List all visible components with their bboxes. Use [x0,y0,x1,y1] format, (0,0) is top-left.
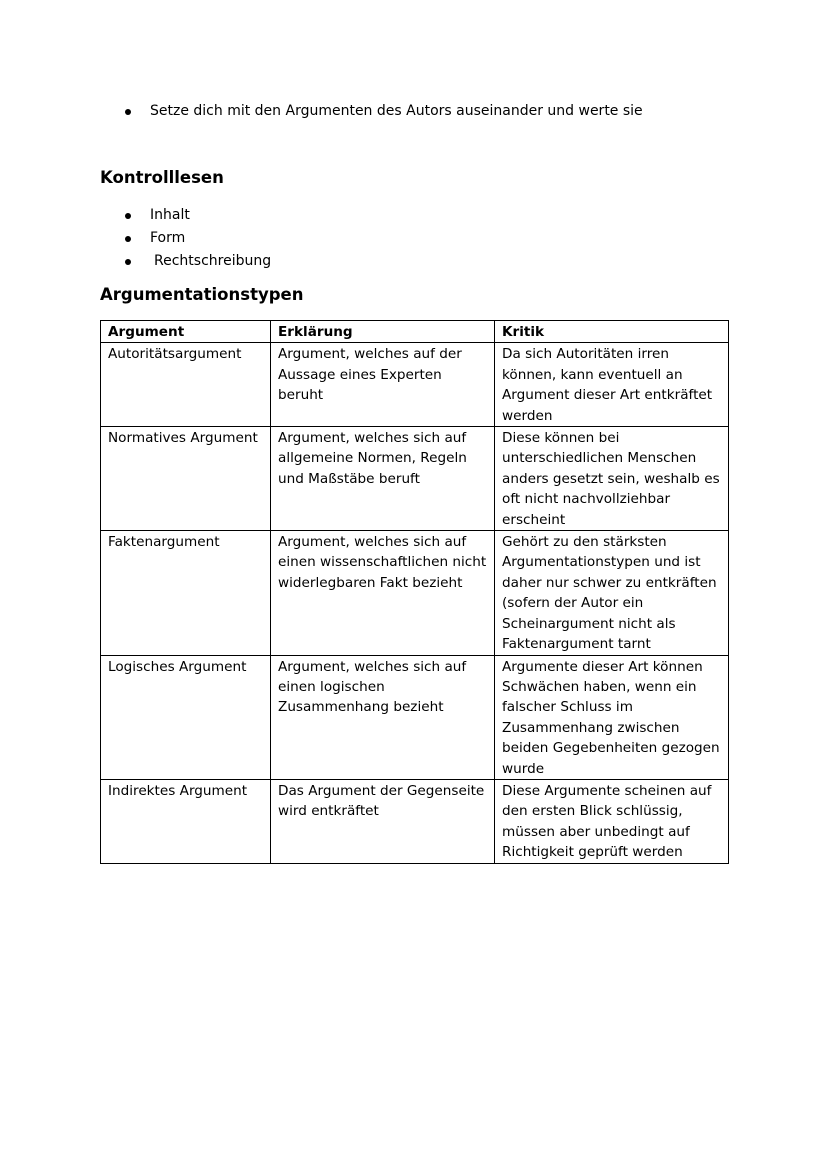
cell-kritik: Da sich Autoritäten irren können, kann eventuell an Argument dieser Art entkräftet werden [495,343,729,427]
bullet-icon [125,109,131,115]
cell-erklaerung: Argument, welches sich auf einen logischen Zusammenhang bezieht [271,655,495,779]
heading-kontrolllesen: Kontrolllesen [100,168,224,187]
cell-erklaerung: Argument, welches sich auf allgemeine Normen, Regeln und Maßstäbe beruft [271,427,495,531]
cell-argument: Faktenargument [101,531,271,655]
cell-erklaerung: Argument, welches sich auf einen wissenschaftlichen nicht widerlegbaren Fakt bezieht [271,531,495,655]
bullet-text: Rechtschreibung [154,253,272,269]
bullet-icon [125,236,131,242]
cell-erklaerung: Das Argument der Gegenseite wird entkräftet [271,779,495,863]
cell-argument: Autoritätsargument [101,343,271,427]
bullet-icon [125,213,131,219]
table-row [101,343,729,427]
bullet-text: Inhalt [150,207,190,223]
column-header-argument: Argument [101,321,271,343]
argument-table [100,320,729,864]
bullet-text: Form [150,230,186,246]
cell-erklaerung: Argument, welches auf der Aussage eines Experten beruht [271,343,495,427]
cell-argument: Indirektes Argument [101,779,271,863]
table-header-row [101,321,729,343]
column-header-erklaerung: Erklärung [271,321,495,343]
cell-kritik: Argumente dieser Art können Schwächen haben, wenn ein falscher Schluss im Zusammenhang zwischen beiden Gegebenheiten gezogen wurde [495,655,729,779]
table-row [101,427,729,531]
column-header-kritik: Kritik [495,321,729,343]
cell-argument: Normatives Argument [101,427,271,531]
cell-kritik: Gehört zu den stärksten Argumentationstypen und ist daher nur schwer zu entkräften (sofern der Autor ein Scheinargument nicht als Faktenargument tarnt [495,531,729,655]
table-row [101,779,729,863]
cell-kritik: Diese können bei unterschiedlichen Menschen anders gesetzt sein, weshalb es oft nicht nachvollziehbar erscheint [495,427,729,531]
bullet-text: Setze dich mit den Argumenten des Autors auseinander und werte sie [150,103,643,119]
cell-argument: Logisches Argument [101,655,271,779]
heading-argumentationstypen: Argumentationstypen [100,285,304,304]
cell-kritik: Diese Argumente scheinen auf den ersten Blick schlüssig, müssen aber unbedingt auf Richtigkeit geprüft werden [495,779,729,863]
table-row [101,655,729,779]
bullet-icon [125,259,131,265]
table-row [101,531,729,655]
